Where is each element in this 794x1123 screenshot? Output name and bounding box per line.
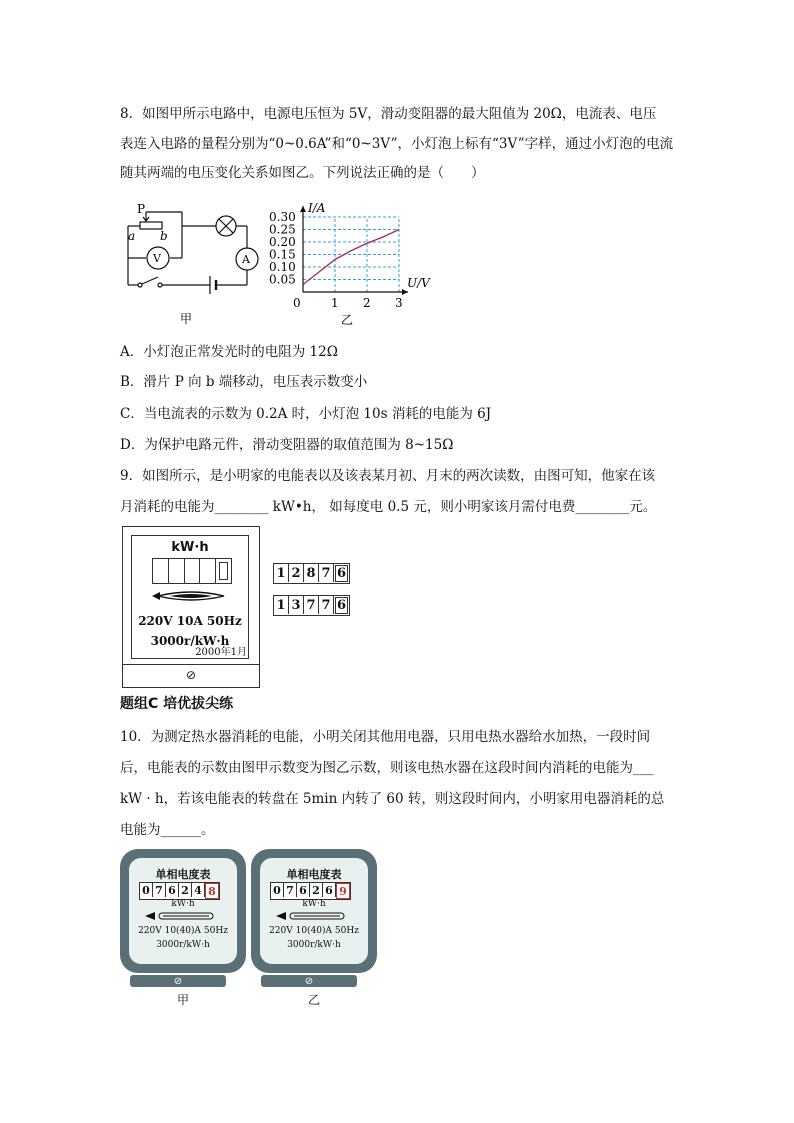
meter-title: 单相电度表 (286, 868, 342, 881)
meter-face (129, 858, 237, 964)
reading-digit: 2 (289, 564, 304, 582)
q8-option-c: C．当电流表的示数为 0.2A 时，小灯泡 10s 消耗的电能为 6J (120, 406, 492, 422)
meter-digit: 2 (179, 883, 192, 897)
label-a: a (128, 229, 136, 243)
meter-date: 2000年1月 (195, 647, 247, 658)
meter-digit: 2 (310, 883, 323, 897)
reading-digit: 7 (319, 564, 334, 582)
reading-digit: 7 (304, 596, 319, 614)
q8-line-1: 8．如图甲所示电路中，电源电压恒为 5V，滑动变阻器的最大阻值为 20Ω，电流表、电压 (120, 106, 657, 122)
q10-line-3: kW · h，若该电能表的转盘在 5min 内转了 60 转，则这段时间内，小明家用电器消耗的总 (120, 791, 665, 807)
label-p: P (137, 202, 146, 216)
meter-rev: 3000r/kW·h (287, 940, 341, 950)
meter-b (251, 849, 377, 1008)
q10-line-1: 10．为测定热水器消耗的电能，小明关闭其他用电器，只用电热水器给水加热，一段时间 (120, 729, 651, 745)
meter-rating: 220V 10A 50Hz (138, 614, 242, 628)
x-tick-label: 1 (331, 296, 339, 310)
reading-month-end (273, 595, 350, 616)
meter-title: 单相电度表 (155, 868, 211, 881)
group-c-heading: 题组C 培优拔尖练 (120, 696, 234, 712)
q8-line-2: 表连入电路的量程分别为“0~0.6A”和“0~3V”，小灯泡上标有“3V”字样，通过小灯泡的电流 (120, 136, 674, 152)
meter-counter (152, 558, 232, 584)
meter-digits (270, 882, 351, 900)
meter-digit: 9 (336, 883, 350, 899)
circuit-diagram (120, 200, 270, 330)
y-axis-label: I/A (308, 201, 326, 215)
y-tick-label: 0.25 (269, 222, 296, 237)
iu-graph (268, 198, 448, 333)
meter-caption: 甲 (176, 993, 189, 1007)
q9-line-2: 月消耗的电能为________ kW•h， 如每度电 0.5 元，则小明家该月需付电费________元。 (120, 499, 657, 515)
q8-option-b: B．滑片 P 向 b 端移动，电压表示数变小 (120, 374, 368, 390)
meter-digit: 6 (166, 883, 179, 897)
voltmeter-label: V (153, 252, 161, 265)
reading-digit: 3 (289, 596, 304, 614)
electric-meter (122, 526, 260, 688)
meter-digit: 8 (205, 883, 219, 899)
x-axis-label: U/V (407, 276, 430, 290)
graph-caption: 乙 (341, 313, 354, 327)
q9-line-1: 9．如图所示，是小明家的电能表以及该表某月初、月末的两次读数，由图可知，他家在该 (120, 468, 656, 484)
y-tick-label: 0.10 (269, 260, 296, 274)
meter-digit: 6 (297, 883, 310, 897)
switch (142, 277, 158, 284)
q8-option-a: A．小灯泡正常发光时的电阻为 12Ω (120, 344, 338, 360)
x-tick-label: 2 (363, 296, 371, 310)
meter-caption: 乙 (307, 993, 320, 1007)
q8-line-3: 随其两端的电压变化关系如图乙。下列说法正确的是（ ） (120, 165, 485, 181)
meter-unit: kW·h (302, 899, 326, 909)
meter-base: ⊘ (130, 975, 226, 987)
meter-disc (143, 910, 223, 922)
label-b: b (160, 229, 168, 243)
q8-option-d: D．为保护电路元件，滑动变阻器的取值范围为 8~15Ω (120, 437, 454, 453)
origin-label: 0 (293, 296, 301, 310)
meter-digit: 7 (284, 883, 297, 897)
meter-digits (139, 882, 220, 900)
meter-disc (150, 588, 232, 604)
meter-rev: 3000r/kW·h (156, 940, 210, 950)
meter-digit: 4 (192, 883, 205, 897)
meter-digit: 6 (323, 883, 336, 897)
iu-curve (303, 230, 399, 285)
meter-rating: 220V 10(40)A 50Hz (269, 926, 359, 936)
meter-base: ⊘ (261, 975, 357, 987)
y-tick-label: 0.30 (269, 210, 296, 224)
x-tick-label: 3 (395, 296, 403, 310)
reading-digit: 1 (274, 564, 289, 582)
meter-digit: 7 (153, 883, 166, 897)
rheostat (140, 222, 162, 229)
meter-unit: kW·h (171, 540, 209, 555)
meter-knob-icon: ⊘ (185, 668, 197, 682)
y-tick-label: 0.05 (269, 272, 296, 287)
meter-rating: 220V 10(40)A 50Hz (138, 926, 228, 936)
reading-digit: 6 (336, 566, 347, 581)
reading-digit: 7 (319, 596, 334, 614)
ammeter-label: A (242, 253, 250, 266)
meter-digit: 0 (271, 883, 284, 897)
meter-unit: kW·h (171, 899, 195, 909)
reading-digit: 8 (304, 564, 319, 582)
reading-digit: 6 (336, 598, 347, 613)
y-tick-label: 0.20 (269, 235, 296, 249)
meter-body (120, 849, 246, 973)
reading-digit: 1 (274, 596, 289, 614)
circuit-caption: 甲 (180, 312, 193, 326)
meter-face (260, 858, 368, 964)
q10-line-2: 后，电能表的示数由图甲示数变为图乙示数，则该电热水器在这段时间内消耗的电能为___ (120, 760, 654, 776)
reading-month-start (273, 563, 350, 584)
q10-line-4: 电能为______。 (120, 822, 215, 838)
meter-digit: 0 (140, 883, 153, 897)
y-tick-label: 0.15 (269, 247, 296, 262)
meter-body (251, 849, 377, 973)
meter-disc (274, 910, 354, 922)
meter-a (120, 849, 246, 1008)
meter-rev: 3000r/kW·h (150, 634, 230, 648)
